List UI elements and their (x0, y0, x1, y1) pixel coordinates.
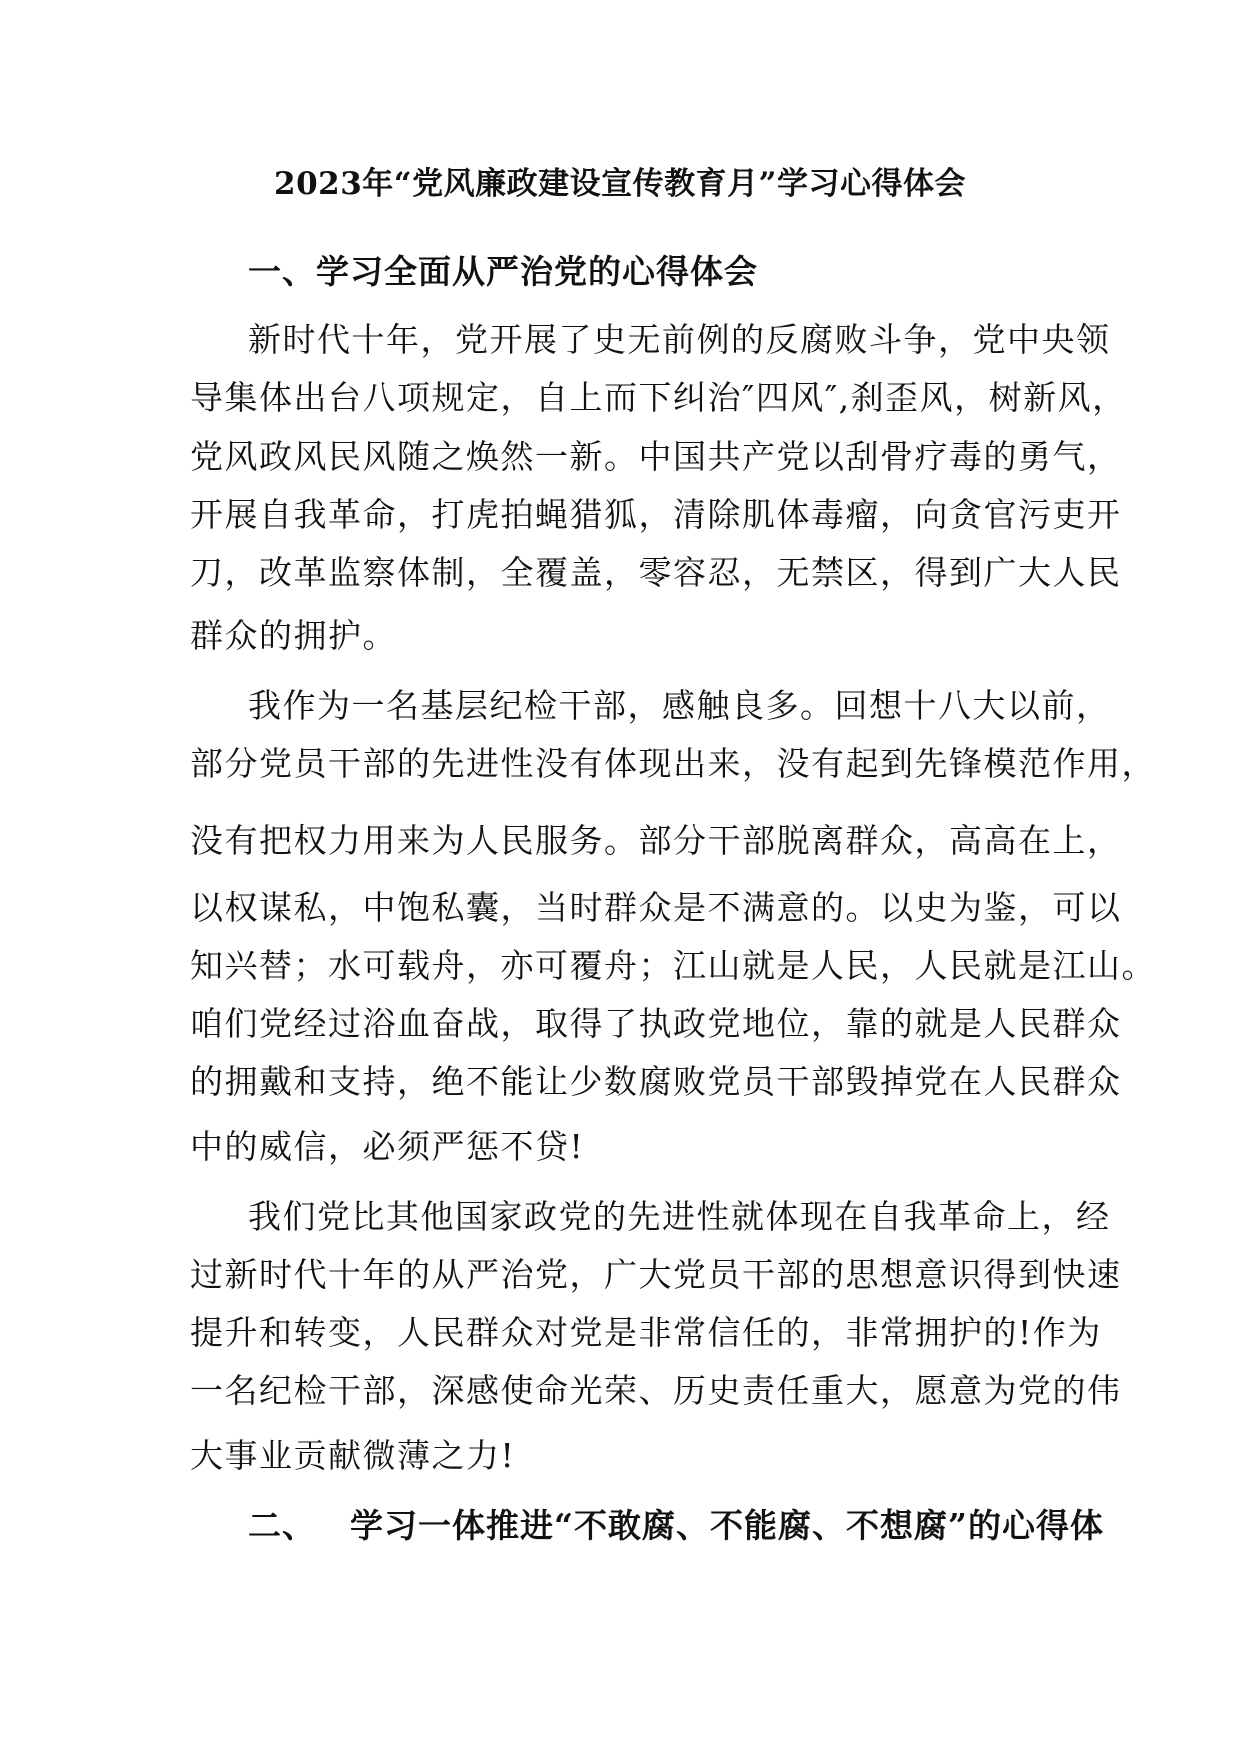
paragraph-2-line-4: 以权谋私，中饱私囊，当时群众是不满意的。以史为鉴，可以 (190, 888, 1122, 927)
paragraph-1-line-5: 刀，改革监察体制，全覆盖，零容忍，无禁区，得到广大人民 (190, 553, 1122, 592)
paragraph-2-line-7: 的拥戴和支持，绝不能让少数腐败党员干部毁掉党在人民群众 (190, 1062, 1122, 1101)
section-2-number: 二、 (248, 1506, 316, 1545)
paragraph-1-line-1: 新时代十年，党开展了史无前例的反腐败斗争，党中央领 (248, 320, 1111, 359)
paragraph-3-line-1: 我们党比其他国家政党的先进性就体现在自我革命上，经 (248, 1197, 1111, 1236)
paragraph-3-line-4: 一名纪检干部，深感使命光荣、历史责任重大，愿意为党的伟 (190, 1371, 1122, 1410)
paragraph-2-line-5: 知兴替；水可载舟，亦可覆舟；江山就是人民，人民就是江山。 (190, 946, 1156, 985)
paragraph-2-line-3: 没有把权力用来为人民服务。部分干部脱离群众，高高在上， (190, 821, 1122, 860)
section-2-title: 学习一体推进“不敢腐、不能腐、不想腐”的心得体 (350, 1506, 1104, 1545)
paragraph-2-line-8: 中的威信，必须严惩不贷! (190, 1127, 585, 1166)
paragraph-3-line-3: 提升和转变，人民群众对党是非常信任的，非常拥护的!作为 (190, 1313, 1102, 1352)
document-title: 2023年“党风廉政建设宣传教育月”学习心得体会 (274, 166, 966, 202)
paragraph-3-line-2: 过新时代十年的从严治党，广大党员干部的思想意识得到快速 (190, 1255, 1122, 1294)
paragraph-3-line-5: 大事业贡献微薄之力! (190, 1436, 516, 1475)
paragraph-2-line-6: 咱们党经过浴血奋战，取得了执政党地位，靠的就是人民群众 (190, 1004, 1122, 1043)
section-1-heading: 一、学习全面从严治党的心得体会 (248, 252, 758, 291)
paragraph-1-line-2: 导集体出台八项规定，自上而下纠治″四风″,刹歪风，树新风， (190, 378, 1127, 417)
paragraph-2-line-1: 我作为一名基层纪检干部，感触良多。回想十八大以前， (248, 686, 1111, 725)
paragraph-1-line-3: 党风政风民风随之焕然一新。中国共产党以刮骨疗毒的勇气， (190, 437, 1122, 476)
paragraph-1-line-6: 群众的拥护。 (190, 616, 397, 655)
paragraph-1-line-4: 开展自我革命，打虎拍蝇猎狐，清除肌体毒瘤，向贪官污吏开 (190, 495, 1122, 534)
section-2-heading (248, 1500, 1104, 1547)
paragraph-2-line-2: 部分党员干部的先进性没有体现出来，没有起到先锋模范作用， (190, 744, 1156, 783)
